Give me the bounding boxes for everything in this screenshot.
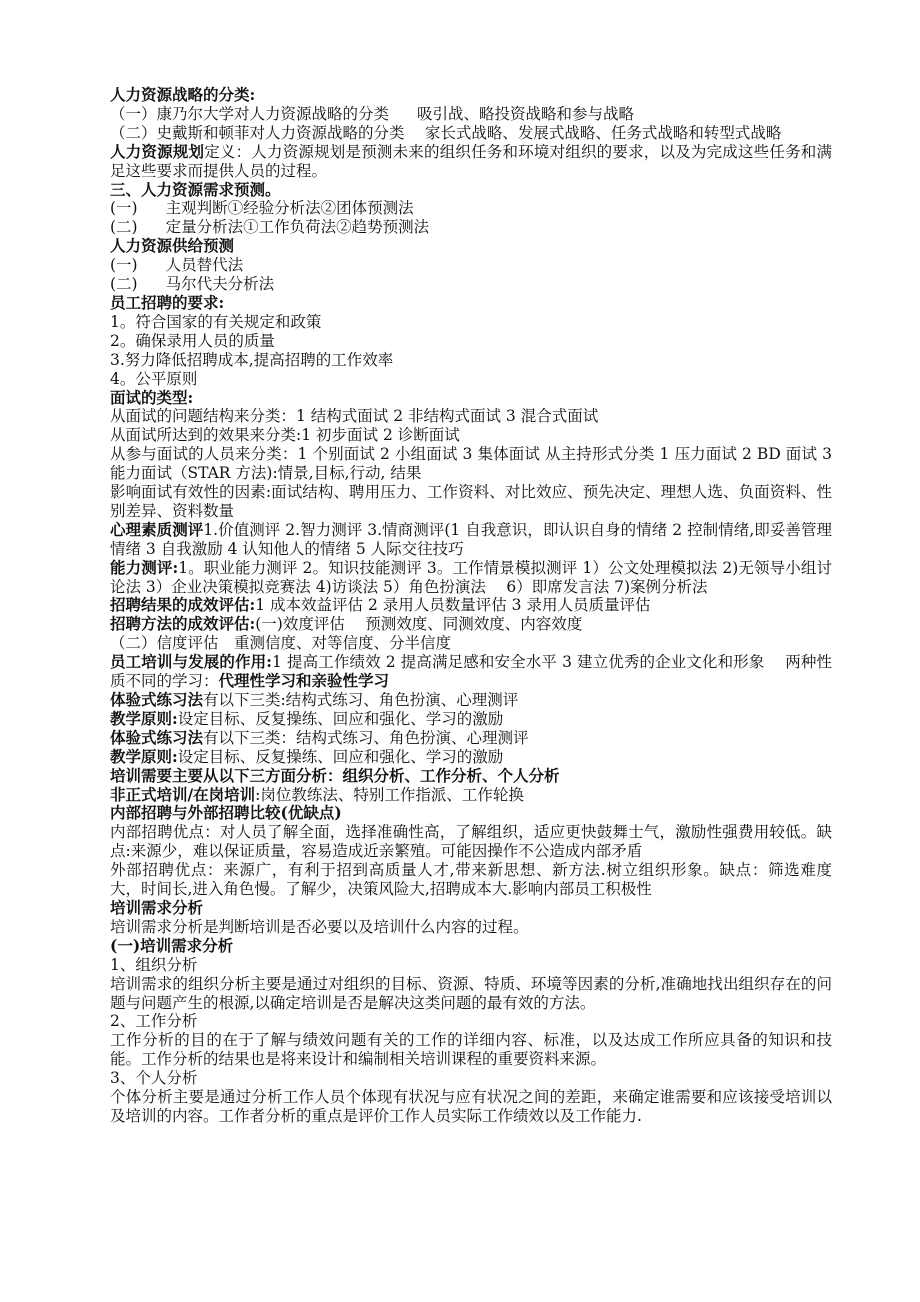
text-line: 1、组织分析	[110, 955, 198, 974]
text-paragraph: 工作分析的目的在于了解与绩效问题有关的工作的详细内容、标准，以及达成工作所应具备的知识和技能。工作分析的结果也是将来设计和编制相关培训课程的重要资料来源。	[110, 1031, 832, 1069]
text-line: 教学原则:设定目标、反复操练、回应和强化、学习的激励	[110, 709, 504, 728]
text-line: (二) 定量分析法①工作负荷法②趋势预测法	[110, 218, 430, 237]
text-line: (一) 主观判断①经验分析法②团体预测法	[110, 199, 414, 218]
text-line: 从面试的问题结构来分类：1 结构式面试 2 非结构式面试 3 混合式面试	[110, 407, 599, 426]
text-line: 从面试所达到的效果来分类:1 初步面试 2 诊断面试	[110, 426, 460, 445]
heading-training-needs-analysis: 培训需求分析	[110, 898, 204, 917]
heading-demand-forecast: 三、人力资源需求预测。	[110, 180, 281, 199]
text-paragraph: 员工培训与发展的作用:1 提高工作绩效 2 提高满足感和安全水平 3 建立优秀的企业文化和形象 两种性质不同的学习：代理性学习和亲验性学习	[110, 652, 832, 691]
text-line: 4。公平原则	[110, 369, 198, 388]
document-page	[110, 86, 832, 1126]
text-line: 非正式培训/在岗培训:岗位教练法、特别工作指派、工作轮换	[110, 785, 524, 804]
text-line: 招聘方法的成效评估:(一)效度评估 预测效度、同测效度、内容效度	[110, 615, 583, 634]
text-line: （二）信度评估 重测信度、对等信度、分半信度	[110, 634, 452, 653]
text-line: 招聘结果的成效评估:1 成本效益评估 2 录用人员数量评估 3 录用人员质量评估	[110, 596, 651, 615]
text-paragraph: 能力测评:1。职业能力测评 2。知识技能测评 3。工作情景模拟测评 1）公文处理模拟法 2)无领导小组讨论法 3）企业决策模拟竞赛法 4)访谈法 5）角色扮演法 6）即席发言法 7)案例分析法	[110, 557, 832, 596]
text-line: (一) 人员替代法	[110, 256, 244, 275]
text-line: 教学原则:设定目标、反复操练、回应和强化、学习的激励	[110, 747, 504, 766]
heading-internal-external: 内部招聘与外部招聘比较(优缺点)	[110, 804, 342, 823]
text-paragraph: 心理素质测评1.价值测评 2.智力测评 3.情商测评(1 自我意识，即认识自身的情绪 2 控制情绪,即妥善管理情绪 3 自我激励 4 认知他人的情绪 5 人际交往技巧	[110, 519, 832, 558]
text-paragraph: 从参与面试的人员来分类：1 个别面试 2 小组面试 3 集体面试 从主持形式分类 1 压力面试 2 BD 面试 3 能力面试（STAR 方法):情景,目标,行动, 结果	[110, 445, 832, 483]
text-paragraph: 人力资源规划定义：人力资源规划是预测未来的组织任务和环境对组织的要求，以及为完成这些任务和满足这些要求而提供人员的过程。	[110, 141, 832, 180]
text-line: 体验式练习法有以下三类:结构式练习、角色扮演、心理测评	[110, 691, 519, 709]
text-paragraph: 培训需求的组织分析主要是通过对组织的目标、资源、特质、环境等因素的分析,准确地找出组织存在的问题与问题产生的根源,以确定培训是否是解决这类问题的最有效的方法。	[110, 974, 832, 1012]
text-paragraph: 影响面试有效性的因素:面试结构、聘用压力、工作资料、对比效应、预先决定、理想人选、负面资料、性别差异、资料数量	[110, 483, 832, 520]
text-paragraph: 内部招聘优点：对人员了解全面，选择准确性高，了解组织，适应更快鼓舞士气，激励性强费用较低。缺点:来源少，难以保证质量，容易造成近亲繁殖。可能因操作不公造成内部矛盾	[110, 823, 832, 861]
text-line: （一）康乃尔大学对人力资源战略的分类 吸引战、略投资战略和参与战略	[110, 104, 635, 123]
text-line: 培训需求分析是判断培训是否必要以及培训什么内容的过程。	[110, 917, 529, 936]
text-line: 2、工作分析	[110, 1012, 198, 1031]
text-line: 2。确保录用人员的质量	[110, 331, 275, 350]
heading-training-needs-three: 培训需要主要从以下三方面分析：组织分析、工作分析、个人分析	[110, 766, 560, 785]
heading-training-needs-analysis-1: (一)培训需求分析	[110, 936, 234, 955]
text-line: 体验式练习法有以下三类：结构式练习、角色扮演、心理测评	[110, 728, 529, 747]
heading-recruit-requirements: 员工招聘的要求:	[110, 293, 225, 312]
text-paragraph: 外部招聘优点：来源广，有利于招到高质量人才,带来新思想、新方法.树立组织形象。缺点：筛选难度大，时间长,进入角色慢。了解少，决策风险大,招聘成本大.影响内部员工积极性	[110, 861, 832, 899]
text-line: (二) 马尔代夫分析法	[110, 275, 275, 294]
text-line: 3.努力降低招聘成本,提高招聘的工作效率	[110, 350, 394, 369]
heading-supply-forecast: 人力资源供给预测	[110, 237, 235, 256]
text-paragraph: 个体分析主要是通过分析工作人员个体现有状况与应有状况之间的差距，来确定谁需要和应该接受培训以及培训的内容。工作者分析的重点是评价工作人员实际工作绩效以及工作能力.	[110, 1088, 832, 1125]
heading-hr-strategy: 人力资源战略的分类:	[110, 86, 256, 104]
heading-interview-types: 面试的类型:	[110, 388, 194, 407]
text-line: 1。符合国家的有关规定和政策	[110, 312, 322, 331]
text-paragraph: （二）史戴斯和顿菲对人力资源战略的分类 家长式战略、发展式战略、任务式战略和转型式战略	[110, 123, 782, 142]
text-line: 3、个人分析	[110, 1069, 198, 1088]
